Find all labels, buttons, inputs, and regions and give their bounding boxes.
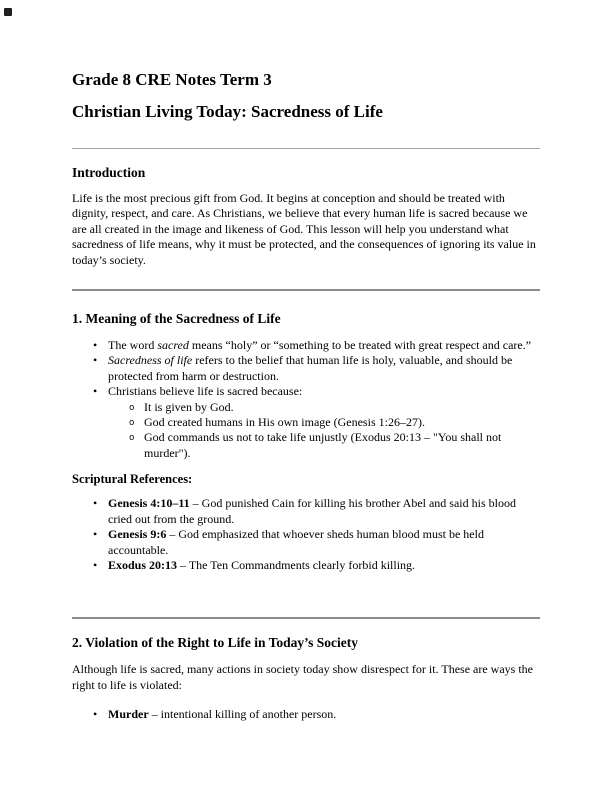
list-item xyxy=(108,558,540,573)
ref3-rest: – The Ten Commandments clearly forbid killing. xyxy=(177,557,416,572)
section1-bullet-list xyxy=(72,338,540,461)
sub-list-item: o God created humans in His own image (Genesis 1:26–27). xyxy=(144,415,540,430)
list-item xyxy=(108,527,540,558)
bullet1-pre: The word xyxy=(108,338,158,353)
scriptural-references-heading: Scriptural References: xyxy=(72,472,193,487)
list-item xyxy=(108,707,540,722)
list-item xyxy=(108,496,540,527)
sub-list-item: o It is given by God. xyxy=(144,400,540,415)
violation1-bold: Murder xyxy=(108,707,149,722)
section1-heading: 1. Meaning of the Sacredness of Life xyxy=(72,311,281,327)
intro-paragraph: Life is the most precious gift from God. It begins at conception and should be treated with dignity, respect, and care. As Christians, we believe that every human life is sacred because we are all created in the image and likeness of God. This lesson will help you understand what sacredness of life means, why it must be protected, and the consequences of ignoring its value in today’s society. xyxy=(72,191,536,267)
list-item xyxy=(108,353,540,384)
ref3-bold: Exodus 20:13 xyxy=(108,557,178,572)
violation1-rest: – intentional killing of another person. xyxy=(148,707,337,722)
bullet2-post: refers to the belief that human life is holy, valuable, and should be protected from harm or destruction. xyxy=(108,353,513,383)
scriptural-references-list xyxy=(72,496,540,573)
section-divider-2 xyxy=(72,289,540,291)
bullet1-post: means “holy” or “something to be treated with great respect and care.” xyxy=(188,338,532,353)
section-divider-1 xyxy=(72,148,540,149)
corner-marker xyxy=(4,8,12,16)
doc-title-line2: Christian Living Today: Sacredness of Life xyxy=(72,102,383,121)
doc-title-line1: Grade 8 CRE Notes Term 3 xyxy=(72,70,272,89)
ref1-bold: Genesis 4:10–11 xyxy=(108,496,190,511)
ref1-rest: – God punished Cain for killing his brother Abel and said his blood cried out from the ground. xyxy=(108,496,516,526)
bullet3-text: Christians believe life is sacred because: xyxy=(108,384,303,399)
bullet1-italic: sacred xyxy=(157,338,189,353)
section-divider-3 xyxy=(72,617,540,619)
intro-heading: Introduction xyxy=(72,165,146,180)
bullet2-italic: Sacredness of life xyxy=(108,353,193,368)
section2-heading: 2. Violation of the Right to Life in Today’s Society xyxy=(72,635,359,651)
ref2-rest: – God emphasized that whoever sheds human blood must be held accountable. xyxy=(108,527,484,557)
sub-list-item: o God commands us not to take life unjustly (Exodus 20:13 – "You shall not murder"). xyxy=(144,430,540,461)
section2-paragraph: Although life is sacred, many actions in society today show disrespect for it. These are ways the right to life is violated: xyxy=(72,662,533,692)
list-item xyxy=(108,384,540,461)
ref2-bold: Genesis 9:6 xyxy=(108,527,167,542)
list-item xyxy=(108,338,540,353)
section2-bullet-list xyxy=(72,707,540,722)
section1-sub-list xyxy=(108,400,540,462)
